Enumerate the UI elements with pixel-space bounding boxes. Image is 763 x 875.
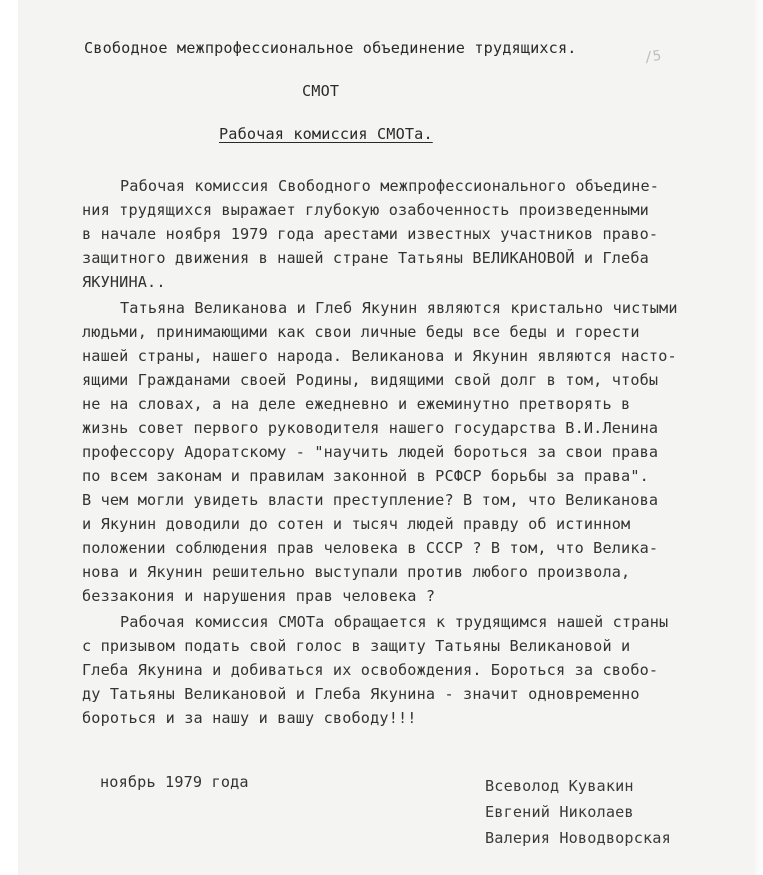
body-line: по всем законам и правилам законной в РСФСР борьбы за права".: [82, 467, 649, 485]
body-line: Рабочая комиссия Свободного межпрофессионального объедине-: [120, 177, 660, 195]
body-line: ЯКУНИНА..: [82, 273, 166, 291]
body-line: в начале ноября 1979 года арестами известных участников право-: [82, 225, 659, 243]
margin-pencil-mark: /5: [643, 47, 663, 67]
body-line: ния трудящихся выражает глубокую озабоченность произведенными: [82, 201, 649, 219]
organization-title: Свободное межпрофессиональное объединение трудящихся.: [84, 39, 577, 57]
body-line: Глеба Якунина и добиваться их освобождения. Бороться за свобо-: [82, 661, 659, 679]
body-line: не на словах, а на деле ежедневно и ежеминутно претворять в: [82, 395, 631, 413]
body-line: жизнь совет первого руководителя нашего государства В.И.Ленина: [82, 419, 659, 437]
signatory-name: Всеволод Кувакин: [485, 777, 634, 795]
body-line: с призывом подать свой голос в защиту Татьяны Великановой и: [82, 637, 631, 655]
body-line: положении соблюдения прав человека в СССР ? В том, что Велика-: [82, 539, 659, 557]
body-line: ящими Гражданами своей Родины, видящими свой долг в том, чтобы: [82, 371, 659, 389]
acronym-heading: СМОТ: [302, 82, 340, 100]
body-line: защитного движения в нашей стране Татьяны ВЕЛИКАНОВОЙ и Глеба: [82, 249, 649, 267]
body-line: бороться и за нашу и вашу свободу!!!: [82, 709, 417, 727]
body-line: нова и Якунин решительно выступали против любого произвола,: [82, 563, 631, 581]
commission-heading: Рабочая комиссия СМОТа.: [219, 125, 433, 143]
body-line: В чем могли увидеть власти преступление? В том, что Великанова: [82, 491, 659, 509]
body-line: людьми, принимающими как свои личные беды все беды и горести: [82, 323, 640, 341]
signatory-name: Валерия Новодворская: [485, 829, 671, 847]
document-date: ноябрь 1979 года: [100, 773, 249, 791]
body-line: и Якунин доводили до сотен и тысяч людей правду об истинном: [82, 515, 631, 533]
body-line: Татьяна Великанова и Глеб Якунин являются кристально чистыми: [120, 299, 678, 317]
body-line: профессору Адоратскому - "научить людей бороться за свои права: [82, 443, 659, 461]
body-line: нашей страны, нашего народа. Великанова и Якунин являются насто-: [82, 347, 677, 365]
body-line: беззакония и нарушения прав человека ?: [82, 587, 436, 605]
body-line: ду Татьяны Великановой и Глеба Якунина - значит одновременно: [82, 685, 640, 703]
signatory-name: Евгений Николаев: [485, 803, 634, 821]
body-line: Рабочая комиссия СМОТа обращается к трудящимся нашей страны: [120, 613, 669, 631]
